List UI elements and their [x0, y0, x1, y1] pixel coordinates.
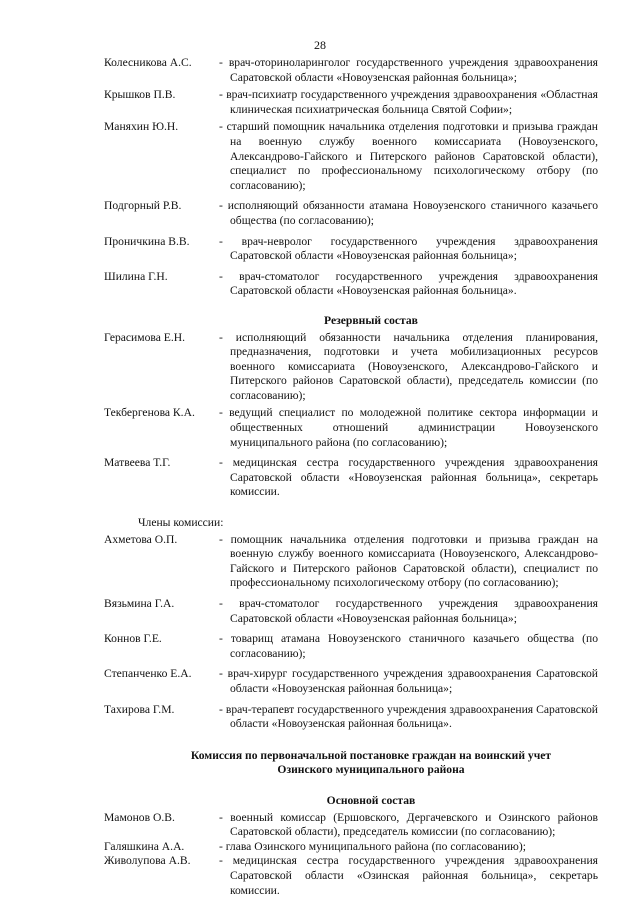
- person-name: Тахирова Г.М.: [104, 702, 175, 716]
- person-role: - ведущий специалист по молодежной политике сектора информации и общественных отношений администрации Новоузенского муниципального района (по согласованию);: [219, 406, 598, 449]
- person-name: Шилина Г.Н.: [104, 269, 168, 283]
- list-item: [104, 533, 598, 591]
- person-name: Живолупова А.В.: [104, 854, 191, 868]
- section-heading-reserve: Резервный состав: [324, 313, 418, 327]
- person-name: Крышков П.В.: [104, 88, 176, 102]
- person-name: Ахметова О.П.: [104, 532, 178, 546]
- person-name: Подгорный Р.В.: [104, 199, 182, 213]
- person-name: Мамонов О.В.: [104, 810, 175, 824]
- list-item: [104, 406, 598, 450]
- list-item: [104, 88, 598, 117]
- person-role: - медицинская сестра государственного учреждения здравоохранения Саратовской области «Новоузенская районная больница», секретарь комиссии.: [219, 456, 598, 499]
- person-name: Коннов Г.Е.: [104, 632, 162, 646]
- person-role: - военный комиссар (Ершовского, Дергачевского и Озинского районов Саратовской области), председатель комиссии (по согласованию);: [219, 810, 598, 839]
- list-item: [104, 56, 598, 85]
- section-heading-main: Основной состав: [326, 793, 416, 807]
- list-item: [104, 331, 598, 404]
- commission-title-line: Озинского муниципального района: [277, 763, 465, 777]
- person-name: Проничкина В.В.: [104, 234, 190, 248]
- list-item: [104, 667, 598, 696]
- list-item: [104, 235, 598, 264]
- person-role: - врач-стоматолог государственного учреждения здравоохранения Саратовской области «Новоузенская районная больница»;: [219, 597, 598, 625]
- member-list-continued: [104, 56, 598, 299]
- person-role: - врач-оториноларинголог государственного учреждения здравоохранения Саратовской области «Новоузенская районная больница»;: [219, 56, 598, 84]
- person-role: - товарищ атамана Новоузенского станичного казачьего общества (по согласованию);: [219, 632, 598, 660]
- person-role: - исполняющий обязанности атамана Новоузенского станичного казачьего общества (по согласованию);: [219, 199, 598, 227]
- person-role: - врач-стоматолог государственного учреждения здравоохранения Саратовской области «Новоузенская районная больница».: [219, 269, 598, 298]
- page-number: 28: [314, 38, 326, 52]
- list-item: [104, 840, 598, 855]
- list-item: [104, 199, 598, 228]
- person-role: - старший помощник начальника отделения подготовки и призыва граждан на военную службу военного комиссариата (Новоузенского, Александрово-Гайского и Питерского районов Саратовской области), специалист по профессиональному психологическому отбору (по согласованию);: [219, 120, 598, 192]
- list-item: [104, 811, 598, 840]
- person-name: Вязьмина Г.А.: [104, 597, 175, 610]
- person-role: - врач-терапевт государственного учреждения здравоохранения Саратовской области «Новоузенская районная больница».: [219, 702, 598, 731]
- person-name: Галяшкина А.А.: [104, 839, 185, 853]
- list-item: [104, 597, 598, 626]
- person-role: - медицинская сестра государственного учреждения здравоохранения Саратовской области «Озинская районная больница», секретарь комиссии.: [219, 854, 598, 897]
- person-name: Текбергенова К.А.: [104, 406, 195, 420]
- list-item: [104, 456, 598, 500]
- members-list: [104, 533, 598, 732]
- list-item: [104, 703, 598, 732]
- person-role: - врач-психиатр государственного учреждения здравоохранения «Областная клиническая психиатрическая больница Святой Софии»;: [219, 88, 598, 116]
- list-item: [104, 854, 598, 898]
- commission-title: [144, 749, 598, 778]
- person-role: - помощник начальника отделения подготовки и призыва граждан на военную службу военного комиссариата (Новоузенского, Александрово-Гайского и Питерского районов Саратовской области), специалист по профессиональному психологическому отбору (по согласованию);: [219, 532, 598, 590]
- person-name: Колесникова А.С.: [104, 56, 192, 69]
- person-name: Маняхин Ю.Н.: [104, 120, 179, 134]
- person-name: Герасимова Е.Н.: [104, 330, 186, 344]
- person-role: - врач-невролог государственного учреждения здравоохранения Саратовской области «Новоузенская районная больница»;: [219, 234, 598, 263]
- commission-title-line: Комиссия по первоначальной постановке граждан на воинский учет: [190, 748, 552, 762]
- reserve-list: [104, 331, 598, 501]
- list-item: [104, 270, 598, 299]
- person-role: - врач-хирург государственного учреждения здравоохранения Саратовской области «Новоузенская районная больница»;: [219, 667, 598, 695]
- person-name: Матвеева Т.Г.: [104, 456, 171, 470]
- list-item: [104, 120, 598, 193]
- person-role: - глава Озинского муниципального района (по согласованию);: [219, 839, 526, 853]
- members-label: Члены комиссии:: [138, 516, 224, 530]
- list-item: [104, 632, 598, 661]
- main-list: [104, 811, 598, 899]
- person-role: - исполняющий обязанности начальника отделения планирования, предназначения, подготовки и учета мобилизационных ресурсов военного комиссариата (Новоузенского, Александрово-Гайского и Питерского районов Саратовской области), председатель комиссии (по согласованию);: [219, 330, 598, 402]
- person-name: Степанченко Е.А.: [104, 667, 192, 681]
- document-body: [104, 56, 598, 898]
